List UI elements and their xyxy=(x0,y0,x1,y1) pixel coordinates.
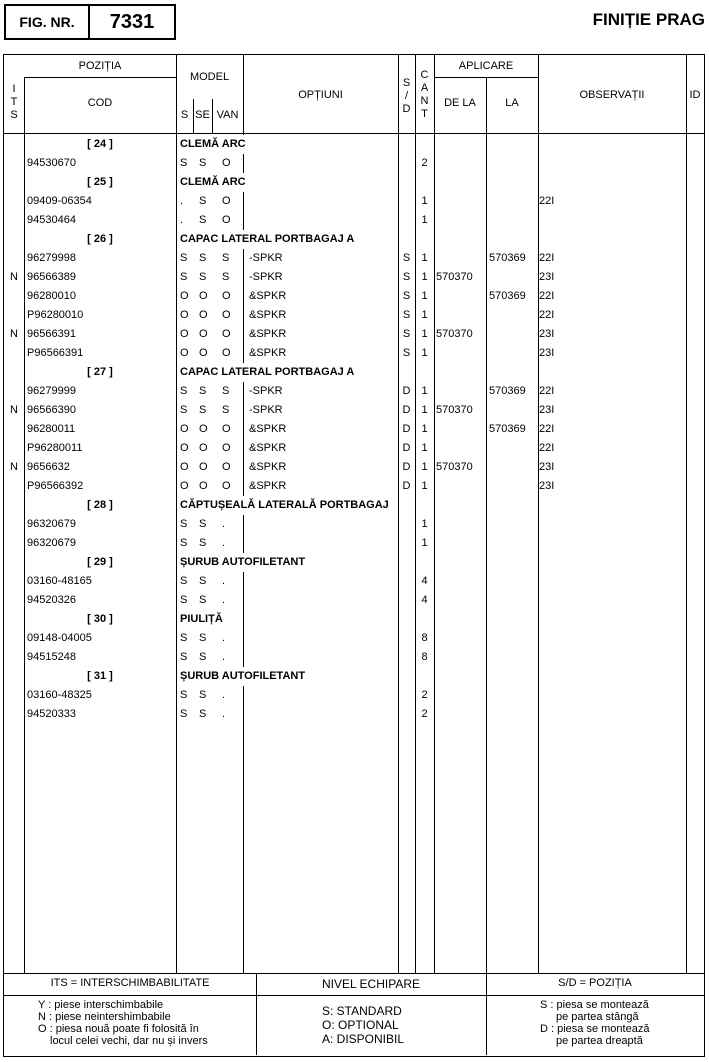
cell-se: O xyxy=(199,423,208,435)
cell-cant: 1 xyxy=(421,480,428,492)
cell-se: S xyxy=(199,518,207,530)
cell-van: . xyxy=(222,594,226,606)
cell-opt: -SPKR xyxy=(249,404,283,416)
position-name: CAPAC LATERAL PORTBAGAJ A xyxy=(180,230,356,249)
cell-opt: &SPKR xyxy=(249,480,287,492)
cell-s: S xyxy=(180,575,188,587)
position-name: CAPAC LATERAL PORTBAGAJ A xyxy=(180,363,356,382)
position-number: [ 28 ] xyxy=(87,499,113,511)
cell-cant: 1 xyxy=(421,252,428,264)
cell-van: . xyxy=(222,537,226,549)
cell-opt: -SPKR xyxy=(249,271,283,283)
cell-se: S xyxy=(199,195,207,207)
legend-nivel-title: NIVEL ECHIPARE xyxy=(321,977,421,991)
cell-van: . xyxy=(222,575,226,587)
cell-s: S xyxy=(180,708,188,720)
cell-van: O xyxy=(222,328,231,340)
position-number: [ 29 ] xyxy=(87,556,113,568)
legend-its-line-3: O : piesa nouă poate fi folosită în xyxy=(38,1023,199,1035)
cell-opt: &SPKR xyxy=(249,290,287,302)
cell-opt: &SPKR xyxy=(249,309,287,321)
figure-label: FIG. NR. xyxy=(6,6,90,38)
cell-cod: 94530670 xyxy=(27,157,76,169)
header-model-s: S xyxy=(180,109,189,121)
cell-cod: 09148-04005 xyxy=(27,632,92,644)
cell-cod: 96566390 xyxy=(27,404,76,416)
cell-van: . xyxy=(222,689,226,701)
cell-van: O xyxy=(222,157,231,169)
header-model-se: SE xyxy=(195,109,210,121)
cell-s: O xyxy=(180,442,189,454)
cell-se: S xyxy=(199,252,207,264)
cell-cod: 94515248 xyxy=(27,651,76,663)
cell-s: O xyxy=(180,309,189,321)
cell-cant: 2 xyxy=(421,708,428,720)
cell-cod: P96566392 xyxy=(27,480,84,492)
cell-se: O xyxy=(199,480,208,492)
cell-s: O xyxy=(180,347,189,359)
cell-cant: 1 xyxy=(421,385,428,397)
cell-se: S xyxy=(199,404,207,416)
cell-dela: 570370 xyxy=(436,328,473,340)
cell-s: O xyxy=(180,290,189,302)
cell-se: O xyxy=(199,461,208,473)
cell-cant: 8 xyxy=(421,651,428,663)
cell-s: O xyxy=(180,461,189,473)
cell-van: S xyxy=(222,252,230,264)
cell-cant: 1 xyxy=(421,290,428,302)
cell-cant: 4 xyxy=(421,575,428,587)
header-pozitia: POZIȚIA xyxy=(78,60,122,72)
position-number: [ 30 ] xyxy=(87,613,113,625)
header-model: MODEL xyxy=(189,71,230,83)
cell-cod: 94530464 xyxy=(27,214,76,226)
cell-s: O xyxy=(180,328,189,340)
cell-van: O xyxy=(222,309,231,321)
figure-number-box xyxy=(4,4,176,40)
cell-obs: 23I xyxy=(539,480,555,492)
cell-obs: 22I xyxy=(539,290,555,302)
cell-cant: 1 xyxy=(421,423,428,435)
cell-cant: 1 xyxy=(421,347,428,359)
cell-sd: S xyxy=(402,290,411,302)
cell-s: O xyxy=(180,423,189,435)
cell-opt: &SPKR xyxy=(249,423,287,435)
cell-van: O xyxy=(222,195,231,207)
position-number: [ 25 ] xyxy=(87,176,113,188)
cell-cod: 96280010 xyxy=(27,290,76,302)
legend-nivel-line-1: S: STANDARD xyxy=(322,1004,402,1018)
cell-sd: S xyxy=(402,347,411,359)
cell-se: S xyxy=(199,651,207,663)
cell-obs: 22I xyxy=(539,252,555,264)
cell-s: S xyxy=(180,385,188,397)
cell-cant: 1 xyxy=(421,309,428,321)
legend-its-line-2: N : piese neintershimbabile xyxy=(38,1011,171,1023)
cell-s: S xyxy=(180,594,188,606)
cell-van: O xyxy=(222,461,231,473)
cell-se: S xyxy=(199,575,207,587)
cell-cod: 96279998 xyxy=(27,252,76,264)
cell-cant: 1 xyxy=(421,461,428,473)
cell-opt: &SPKR xyxy=(249,461,287,473)
cell-van: S xyxy=(222,385,230,397)
cell-cant: 4 xyxy=(421,594,428,606)
cell-se: O xyxy=(199,309,208,321)
header-its-i: I xyxy=(12,83,16,95)
cell-obs: 22I xyxy=(539,385,555,397)
header-cod: COD xyxy=(87,97,113,109)
cell-se: S xyxy=(199,157,207,169)
cell-obs: 22I xyxy=(539,195,555,207)
cell-s: . xyxy=(180,195,184,207)
cell-s: S xyxy=(180,651,188,663)
cell-van: O xyxy=(222,290,231,302)
legend-its-title: ITS = INTERSCHIMBABILITATE xyxy=(50,977,210,989)
position-name: ȘURUB AUTOFILETANT xyxy=(180,553,307,572)
cell-se: S xyxy=(199,689,207,701)
position-number: [ 27 ] xyxy=(87,366,113,378)
cell-cod: 94520333 xyxy=(27,708,76,720)
header-observatii: OBSERVAȚII xyxy=(579,89,645,101)
position-name: CLEMĂ ARC xyxy=(180,173,248,192)
cell-cod: 96279999 xyxy=(27,385,76,397)
header-la: LA xyxy=(505,97,519,109)
cell-cant: 1 xyxy=(421,328,428,340)
cell-s: S xyxy=(180,271,188,283)
cell-obs: 23I xyxy=(539,328,555,340)
cell-sd: D xyxy=(402,385,411,397)
cell-its: N xyxy=(10,461,18,473)
cell-cod: 96566391 xyxy=(27,328,76,340)
cell-se: O xyxy=(199,347,208,359)
cell-cod: 94520326 xyxy=(27,594,76,606)
cell-sd: S xyxy=(402,309,411,321)
cell-opt: &SPKR xyxy=(249,347,287,359)
cell-s: S xyxy=(180,632,188,644)
legend-nivel-line-2: O: OPTIONAL xyxy=(322,1018,399,1032)
cell-opt: -SPKR xyxy=(249,252,283,264)
page-title: FINIȚIE PRAG xyxy=(592,10,705,29)
cell-van: O xyxy=(222,480,231,492)
legend-nivel-line-3: A: DISPONIBIL xyxy=(322,1032,405,1046)
header-its-s: S xyxy=(10,109,18,121)
cell-cant: 1 xyxy=(421,214,428,226)
cell-cant: 1 xyxy=(421,518,428,530)
cell-cant: 2 xyxy=(421,157,428,169)
cell-cod: 96320679 xyxy=(27,537,76,549)
cell-la: 570369 xyxy=(489,290,526,302)
cell-cod: P96280011 xyxy=(27,442,83,454)
cell-van: S xyxy=(222,404,230,416)
cell-dela: 570370 xyxy=(436,271,473,283)
cell-se: S xyxy=(199,537,207,549)
parts-table xyxy=(3,54,705,1057)
cell-s: S xyxy=(180,518,188,530)
cell-se: O xyxy=(199,442,208,454)
cell-se: S xyxy=(199,708,207,720)
cell-opt: -SPKR xyxy=(249,385,283,397)
legend-sd-line-3: D : piesa se montează xyxy=(540,1023,650,1035)
cell-dela: 570370 xyxy=(436,461,473,473)
cell-se: S xyxy=(199,385,207,397)
cell-obs: 23I xyxy=(539,404,555,416)
cell-van: . xyxy=(222,651,226,663)
cell-cod: 96320679 xyxy=(27,518,76,530)
cell-s: S xyxy=(180,157,188,169)
cell-cant: 8 xyxy=(421,632,428,644)
cell-van: O xyxy=(222,442,231,454)
cell-la: 570369 xyxy=(489,385,526,397)
cell-sd: S xyxy=(402,252,411,264)
cell-cant: 1 xyxy=(421,271,428,283)
cell-van: . xyxy=(222,518,226,530)
header-id: ID xyxy=(689,89,701,101)
cell-cant: 1 xyxy=(421,195,428,207)
cell-s: O xyxy=(180,480,189,492)
cell-van: O xyxy=(222,423,231,435)
cell-s: S xyxy=(180,252,188,264)
cell-van: . xyxy=(222,708,226,720)
cell-s: S xyxy=(180,404,188,416)
cell-sd: D xyxy=(402,461,411,473)
header-model-van: VAN xyxy=(216,109,239,121)
cell-sd: D xyxy=(402,442,411,454)
header-sd: S / D xyxy=(402,77,411,115)
cell-sd: D xyxy=(402,480,411,492)
cell-its: N xyxy=(10,328,18,340)
header-optiuni: OPȚIUNI xyxy=(298,89,343,101)
cell-se: O xyxy=(199,290,208,302)
cell-cod: 03160-48325 xyxy=(27,689,92,701)
position-number: [ 26 ] xyxy=(87,233,113,245)
cell-se: S xyxy=(199,594,207,606)
cell-sd: D xyxy=(402,423,411,435)
cell-sd: D xyxy=(402,404,411,416)
cell-sd: S xyxy=(402,271,411,283)
cell-cod: P96566391 xyxy=(27,347,84,359)
cell-cod: 9656632 xyxy=(27,461,70,473)
cell-cant: 1 xyxy=(421,537,428,549)
legend-sd-line-1: S : piesa se montează xyxy=(540,999,649,1011)
cell-cod: 96280011 xyxy=(27,423,76,435)
cell-obs: 22I xyxy=(539,442,555,454)
cell-its: N xyxy=(10,404,18,416)
cell-opt: &SPKR xyxy=(249,442,287,454)
position-name: PIULIȚĂ xyxy=(180,610,225,629)
cell-obs: 23I xyxy=(539,271,555,283)
legend-sd-line-4: pe partea dreaptă xyxy=(556,1035,643,1047)
legend-its-line-1: Y : piese interschimbabile xyxy=(38,999,164,1011)
cell-cod: 09409-06354 xyxy=(27,195,92,207)
cell-cant: 1 xyxy=(421,442,428,454)
cell-opt: &SPKR xyxy=(249,328,287,340)
header-cant: C A N T xyxy=(420,69,429,120)
cell-van: O xyxy=(222,214,231,226)
cell-dela: 570370 xyxy=(436,404,473,416)
position-name: CĂPTUȘEALĂ LATERALĂ PORTBAGAJ xyxy=(180,496,391,515)
header-its-t: T xyxy=(10,96,18,108)
cell-s: S xyxy=(180,537,188,549)
legend-sd-title: S/D = POZIȚIA xyxy=(558,977,632,989)
cell-obs: 23I xyxy=(539,347,555,359)
cell-obs: 22I xyxy=(539,423,555,435)
cell-la: 570369 xyxy=(489,423,526,435)
cell-cod: 03160-48165 xyxy=(27,575,92,587)
cell-s: S xyxy=(180,689,188,701)
position-number: [ 31 ] xyxy=(87,670,113,682)
cell-s: . xyxy=(180,214,184,226)
cell-se: S xyxy=(199,632,207,644)
legend-its-line-4: locul celei vechi, dar nu și invers xyxy=(50,1035,208,1047)
cell-van: S xyxy=(222,271,230,283)
header-aplicare: APLICARE xyxy=(458,60,514,72)
cell-obs: 22I xyxy=(539,309,555,321)
position-number: [ 24 ] xyxy=(87,138,113,150)
cell-se: S xyxy=(199,271,207,283)
header-de-la: DE LA xyxy=(444,97,476,109)
cell-se: S xyxy=(199,214,207,226)
cell-van: O xyxy=(222,347,231,359)
cell-cant: 2 xyxy=(421,689,428,701)
position-name: ȘURUB AUTOFILETANT xyxy=(180,667,307,686)
cell-la: 570369 xyxy=(489,252,526,264)
cell-van: . xyxy=(222,632,226,644)
cell-cant: 1 xyxy=(421,404,428,416)
cell-se: O xyxy=(199,328,208,340)
cell-cod: 96566389 xyxy=(27,271,76,283)
cell-its: N xyxy=(10,271,18,283)
figure-number: 7331 xyxy=(109,11,155,33)
cell-sd: S xyxy=(402,328,411,340)
cell-cod: P96280010 xyxy=(27,309,84,321)
cell-obs: 23I xyxy=(539,461,555,473)
position-name: CLEMĂ ARC xyxy=(180,135,248,154)
header-its xyxy=(6,83,22,122)
legend-sd-line-2: pe partea stângă xyxy=(556,1011,639,1023)
